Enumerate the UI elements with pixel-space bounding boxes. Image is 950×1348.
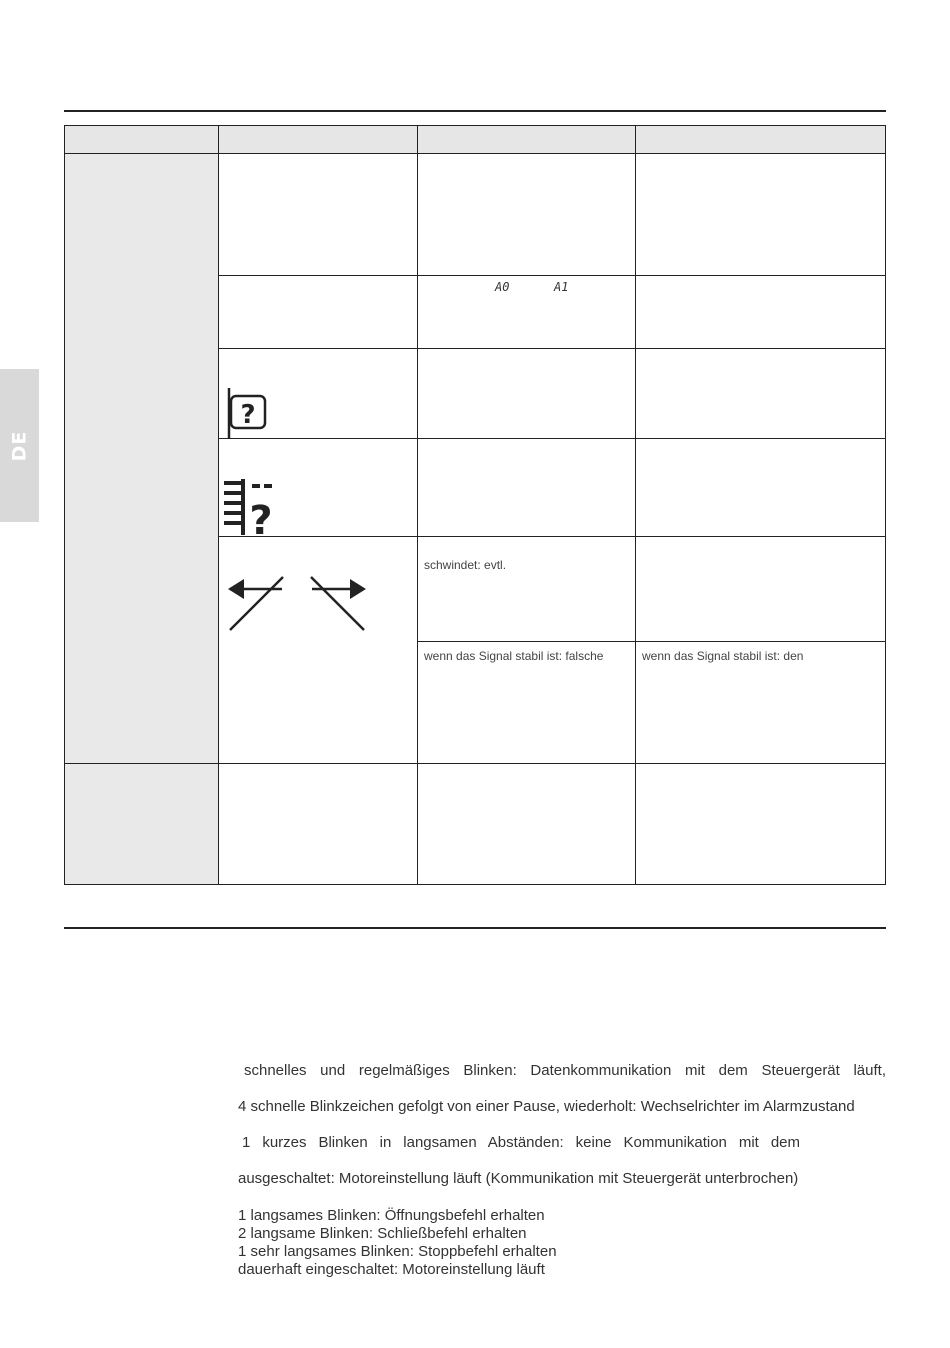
cell-text: wenn das Signal stabil ist: falsche [424, 649, 604, 663]
table-cell [417, 348, 636, 439]
cell-text: wenn das Signal stabil ist: den [642, 649, 804, 663]
table-cell [635, 153, 886, 276]
bottom-rule [64, 927, 886, 929]
table-cell [417, 153, 636, 276]
svg-text:?: ? [240, 400, 256, 430]
table-group-a-label-cell [64, 153, 219, 764]
cell-text: schwindet: evtl. [424, 558, 507, 572]
status-paragraph-1: schnelles und regelmäßiges Blinken: Datenkommunikation mit dem Steuergerät läuft, [244, 1062, 886, 1079]
table-cell [417, 536, 636, 642]
table-header-cell-1 [64, 125, 219, 154]
status-paragraph-4: ausgeschaltet: Motoreinstellung läuft (Kommunikation mit Steuergerät unterbrochen) [238, 1170, 799, 1187]
list-item: dauerhaft eingeschaltet: Motoreinstellung läuft [238, 1261, 545, 1278]
svg-text:?: ? [249, 498, 273, 536]
list-item: 2 langsame Blinken: Schließbefehl erhalten [238, 1225, 527, 1242]
list-item: 1 langsames Blinken: Öffnungsbefehl erhalten [238, 1207, 545, 1224]
table-cell [635, 763, 886, 885]
table-group-b-label-cell [64, 763, 219, 885]
table-header-cell-2 [218, 125, 418, 154]
table-cell [635, 536, 886, 642]
table-header-cell-3 [417, 125, 636, 154]
bars-question-icon [222, 474, 278, 536]
list-item: 1 sehr langsames Blinken: Stoppbefehl erhalten [238, 1243, 557, 1260]
language-tab [0, 369, 39, 522]
table-header-cell-4 [635, 125, 886, 154]
arrow-right-slash-icon [308, 574, 368, 634]
table-cell [635, 275, 886, 349]
status-paragraph-2: 4 schnelle Blinkzeichen gefolgt von einer Pause, wiederholt: Wechselrichter im Alarmzustand [238, 1098, 855, 1115]
antenna-question-icon [226, 386, 270, 440]
language-tab-label: DE [8, 430, 31, 461]
table-cell-direction-icons [218, 536, 418, 764]
arrow-left-slash-icon [226, 574, 286, 634]
table-cell [218, 153, 418, 276]
table-cell [417, 763, 636, 885]
display-code-a1: A1 [554, 280, 569, 294]
status-paragraph-3: 1 kurzes Blinken in langsamen Abständen: keine Kommunikation mit dem [242, 1134, 800, 1151]
table-cell [218, 275, 418, 349]
top-rule [64, 110, 886, 112]
table-cell [417, 438, 636, 537]
table-cell-display-codes [417, 275, 636, 349]
table-cell [635, 348, 886, 439]
table-cell [218, 763, 418, 885]
display-code-a0: A0 [495, 280, 510, 294]
table-cell [635, 438, 886, 537]
